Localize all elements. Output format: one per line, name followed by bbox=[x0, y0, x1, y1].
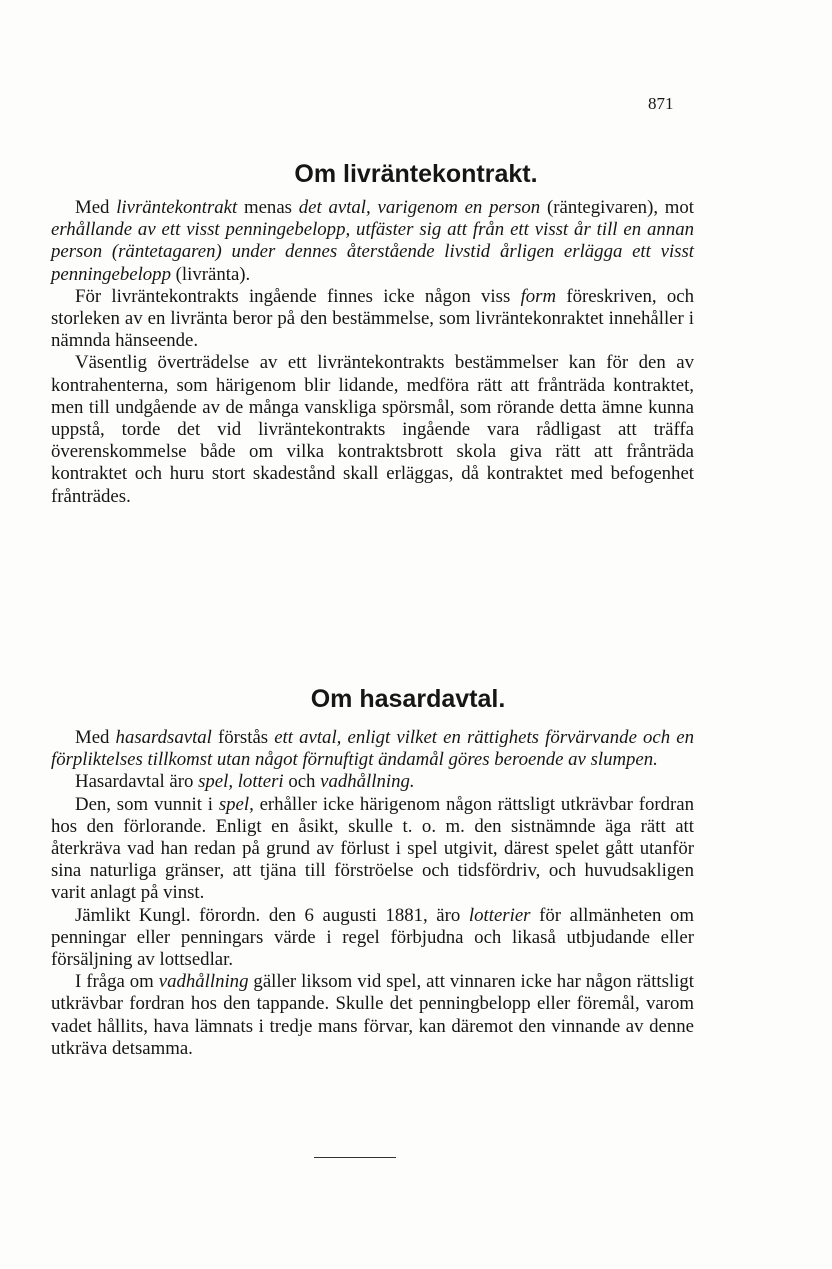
italic-text: spel, bbox=[218, 793, 254, 815]
italic-text: spel, lotteri bbox=[198, 771, 284, 793]
italic-text: det avtal, varigenom en person bbox=[298, 197, 541, 218]
text-run: föreskriven, och storleken av en livränta beror på den bestämmelse, som livräntekonraktet innehåller i nämnda hänseende. bbox=[51, 285, 695, 352]
paragraph bbox=[51, 352, 694, 507]
paragraph bbox=[51, 286, 694, 353]
italic-text: ett avtal, enligt vilket en rättighets förvärvande och en förpliktelses tillkomst utan något förnuftigt ändamål göres beroende av slumpen. bbox=[51, 727, 694, 771]
paragraph bbox=[51, 794, 694, 905]
text-run: gäller liksom vid spel, att vinnaren icke har någon rättsligt utkrävbar fordran hos den tappande. Skulle det penningbelopp eller föremål, varom vadet hållits, hava lämnats i tredje mans förvar, kan däremot den vinnande av denne utkräva detsamma. bbox=[51, 971, 694, 1059]
section-body-livrantekontrakt bbox=[51, 197, 694, 508]
text-run: Jämlikt Kungl. förordn. den 6 augusti 1881, äro bbox=[75, 904, 469, 926]
section-heading-livrantekontrakt: Om livräntekontrakt. bbox=[294, 160, 538, 188]
paragraph bbox=[51, 905, 694, 972]
italic-text: form bbox=[520, 285, 557, 307]
section-heading-hasardavtal: Om hasardavtal. bbox=[310, 685, 506, 713]
footer-rule bbox=[314, 1157, 396, 1158]
text-run: för allmänheten om penningar eller penningars värde i regel förbjudna och likaså utbjudande eller försäljning av lottsedlar. bbox=[51, 904, 694, 971]
italic-text: erhållande av ett visst penningebelopp, utfäster sig att från ett visst år till en annan person (räntetagaren) under dennes återstående livstid årligen erlägga ett visst penningebelopp bbox=[51, 219, 694, 285]
paragraph bbox=[51, 727, 694, 771]
page-number: 871 bbox=[648, 94, 674, 113]
italic-text: lotterier bbox=[468, 904, 531, 926]
text-run: (livränta). bbox=[170, 263, 251, 285]
text-run: Väsentlig överträdelse av ett livräntekontrakts bestämmelser kan för den av kontrahenterna, som härigenom blir lidande, medföra rätt att frånträda kontraktet, men till undgående av de många vanskliga spörsmål, som rörande detta ämne kunna uppstå, torde det vid livräntekontrakts ingående vara rådligast att träffa överenskommelse både om vilka kontraktsbrott skola giva rätt att frånträda kontraktet och huru stort skadestånd skall erläggas, då kontraktet med befogenhet frånträdes. bbox=[51, 352, 694, 507]
text-run: För livräntekontrakts ingående finnes icke någon viss bbox=[75, 285, 521, 307]
section-body-hasardavtal bbox=[51, 727, 694, 1060]
italic-text: hasardsavtal bbox=[115, 727, 212, 748]
paragraph bbox=[51, 197, 694, 286]
text-run: Med bbox=[75, 727, 116, 748]
text-run: I fråga om bbox=[75, 971, 159, 993]
paragraph bbox=[51, 971, 694, 1060]
paragraph bbox=[51, 771, 694, 793]
text-run: och bbox=[283, 771, 321, 793]
text-run: förstås bbox=[211, 727, 275, 748]
text-run: Med bbox=[75, 197, 117, 218]
italic-text: vadhållning bbox=[158, 971, 249, 993]
text-run: Den, som vunnit i bbox=[75, 793, 219, 815]
italic-text: livräntekontrakt bbox=[116, 197, 238, 218]
text-run: menas bbox=[237, 197, 299, 218]
text-run: Hasardavtal äro bbox=[75, 771, 199, 793]
italic-text: vadhållning. bbox=[320, 771, 415, 793]
text-run: (räntegivaren), mot bbox=[540, 197, 695, 218]
text-run: erhåller icke härigenom någon rättsligt utkrävbar fordran hos den förlorande. Enligt en åsikt, skulle t. o. m. den sistnämnde äga rätt att återkräva vad han redan på grund av förlust i spel utgivit, därest spelet gått utanför sina naturliga gränser, att tjäna till förströelse och tidsfördriv, och huvudsakligen varit anlagt på vinst. bbox=[51, 793, 694, 904]
